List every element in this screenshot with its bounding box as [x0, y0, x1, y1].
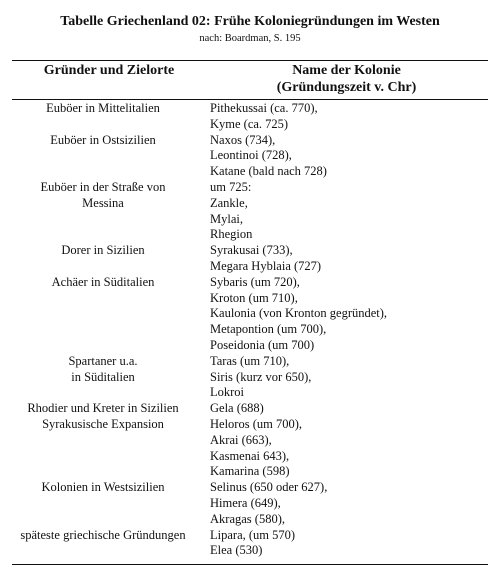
colonies-cell	[206, 275, 387, 354]
founder-text: späteste griechische Gründungen	[20, 527, 186, 542]
colony-text: Gela (688)	[210, 401, 264, 416]
table-row	[0, 528, 500, 560]
founder-text: Dorer in Sizilien	[61, 243, 145, 258]
colonies-cell	[206, 243, 321, 275]
founder-text: in Süditalien	[71, 369, 135, 384]
colony-text: Mylai,	[210, 211, 243, 226]
colonies-cell	[206, 528, 295, 560]
founder-cell	[0, 275, 206, 354]
column-header-founders	[14, 62, 204, 79]
colony-text: Taras (um 710),	[210, 353, 290, 368]
colony-text: Sybaris (um 720),	[210, 274, 300, 289]
colony-text: Metapontion (um 700),	[210, 322, 327, 337]
colony-text: Kroton (um 710),	[210, 290, 298, 305]
table-row	[0, 243, 500, 275]
colony-text: Syrakusai (733),	[210, 243, 293, 258]
founder-cell	[0, 401, 206, 417]
colony-text: Siris (kurz vor 650),	[210, 369, 312, 384]
table-row	[0, 401, 500, 417]
colonies-cell	[206, 133, 327, 180]
table-row	[0, 480, 500, 527]
table-row	[0, 101, 500, 133]
founder-cell	[0, 480, 206, 527]
founder-text: Syrakusische Expansion	[42, 416, 164, 431]
top-rule	[12, 60, 488, 61]
column-header-colonies-line1: Name der Kolonie	[292, 63, 401, 78]
colony-text: Katane (bald nach 728)	[210, 164, 327, 179]
colony-text: Kasmenai 643),	[210, 448, 290, 463]
colony-text: Lipara, (um 570)	[210, 527, 296, 542]
colony-text: Kamarina (598)	[210, 464, 290, 479]
founder-cell	[0, 528, 206, 560]
founder-text: Messina	[82, 195, 124, 210]
table-row	[0, 133, 500, 180]
colonies-cell	[206, 417, 302, 480]
colonies-cell	[206, 401, 264, 417]
table-title: Tabelle Griechenland 02: Frühe Koloniegründungen im Westen	[60, 14, 440, 29]
colony-text: Naxos (734),	[210, 132, 276, 147]
founder-cell	[0, 243, 206, 275]
colony-text: Himera (649),	[210, 495, 281, 510]
colony-text: Akragas (580),	[210, 511, 285, 526]
table-body	[0, 101, 500, 559]
colony-text: Lokroi	[210, 385, 245, 400]
colony-text: um 725:	[210, 179, 252, 194]
founder-text: Euböer in Mittelitalien	[46, 101, 160, 115]
founder-cell	[0, 354, 206, 401]
colony-text: Elea (530)	[210, 543, 263, 558]
column-header-founders-label: Gründer und Zielorte	[43, 63, 175, 78]
colonies-cell	[206, 354, 311, 401]
founder-text: Kolonien in Westsizilien	[41, 480, 165, 495]
founder-text: Euböer in Ostsizilien	[50, 132, 156, 147]
colonies-cell	[206, 480, 327, 527]
colony-text: Leontinoi (728),	[210, 148, 292, 163]
colony-text: Kyme (ca. 725)	[210, 116, 289, 131]
founder-text: Euböer in der Straße von	[40, 179, 166, 194]
colony-text: Rhegion	[210, 227, 253, 242]
table-row	[0, 354, 500, 401]
colony-text: Zankle,	[210, 195, 248, 210]
colonies-cell	[206, 101, 318, 133]
table-row	[0, 180, 500, 243]
founder-text: Spartaner u.a.	[68, 353, 138, 368]
bottom-rule	[12, 564, 488, 565]
table-row	[0, 417, 500, 480]
founder-text: Rhodier und Kreter in Sizilien	[27, 401, 179, 416]
colony-text: Akrai (663),	[210, 432, 272, 447]
column-header-colonies-line2: (Gründungszeit v. Chr)	[276, 80, 417, 95]
header-rule	[12, 99, 488, 100]
colony-text: Pithekussai (ca. 770),	[210, 101, 318, 115]
founder-cell	[0, 101, 206, 133]
founder-cell	[0, 417, 206, 480]
colony-text: Megara Hyblaia (727)	[210, 258, 322, 273]
colony-text: Poseidonia (um 700)	[210, 337, 315, 352]
colony-text: Kaulonia (von Kronton gegründet),	[210, 306, 388, 321]
colony-text: Selinus (650 oder 627),	[210, 480, 328, 495]
table-subtitle: nach: Boardman, S. 195	[199, 33, 301, 44]
founder-cell	[0, 133, 206, 180]
founder-cell	[0, 180, 206, 243]
colony-text: Heloros (um 700),	[210, 416, 302, 431]
table-row	[0, 275, 500, 354]
founder-text: Achäer in Süditalien	[51, 274, 155, 289]
colonies-cell	[206, 180, 252, 243]
column-header-colonies	[205, 62, 488, 96]
